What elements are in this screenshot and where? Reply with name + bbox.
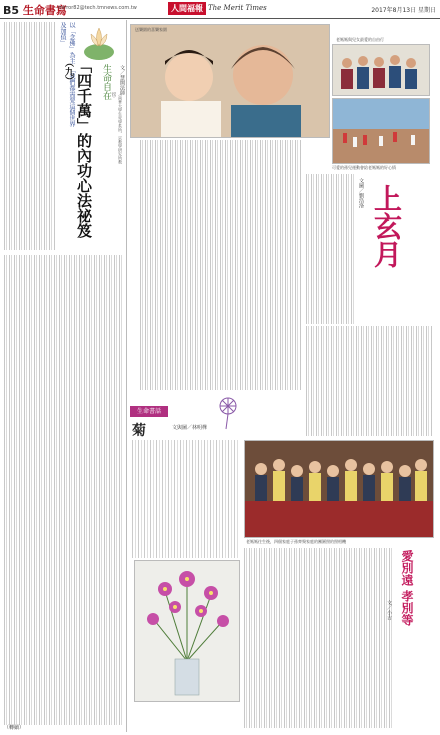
chrys-column-badge: 生命書話 [130, 406, 168, 417]
author-note: （南華大學生死學系所、宗教學研究所教授） [112, 92, 123, 164]
photo-caption-2: 老媽媽與兒女最愛的自由行 [336, 37, 384, 42]
email-text: mirror82@tech.tmnews.com.tw [58, 5, 137, 11]
photo-family-reunion [244, 440, 434, 538]
bottom-article-text-a [244, 548, 394, 728]
chrys-title: 菊 [132, 423, 146, 439]
article-part: （九） [63, 58, 73, 85]
article-end-note: （轉續） [4, 725, 25, 731]
right-article-text-b [140, 140, 302, 390]
bullet-1: 以「念佛」為主 [68, 22, 75, 64]
chrys-author: 文與圖／林明樺 [172, 425, 208, 431]
photo-sports-day [332, 98, 430, 164]
bullet-2: 「我們都需要這個世界及加值」 [59, 22, 75, 127]
photo-family-group [332, 44, 430, 96]
article-title-text: 「四千萬」的內功心法祕笈 [75, 58, 93, 238]
section-label: B5 生命書寫 [3, 4, 67, 17]
column-name: 生命自在 [101, 64, 111, 100]
right-article-title: 上玄月 [370, 184, 403, 268]
article-title [60, 58, 92, 238]
left-article-text-top [4, 22, 56, 250]
photo-caption-1: 送樂園的喜樂家園 [135, 27, 167, 32]
right-article-text-a [306, 174, 356, 324]
bottom-article-author: 文／小古 [386, 600, 392, 620]
right-article-text-c [306, 326, 432, 436]
photo-chrysanthemum-vase [134, 560, 240, 702]
photo-grandma-child [130, 24, 330, 138]
photo-caption-3: 可愛的孫兒運動會給老媽媽的好心情 [332, 165, 396, 170]
issue-date: 2017年8月13日 星期日 [371, 7, 436, 14]
column-divider [126, 20, 127, 732]
newspaper-logo-en: The Merit Times [208, 4, 267, 12]
page-header [0, 0, 440, 19]
chrys-article-text [132, 440, 240, 558]
bottom-article-title: 愛別遠 孝別等 [400, 550, 414, 627]
author-name: 文／慧開法師 [119, 65, 125, 95]
photo-caption-4: 老媽媽往生後，四個家庭子孫齊聚家庭的團圓照的照相機 [246, 539, 346, 544]
right-article-author: 文圖／劉浩洛 [358, 178, 364, 208]
left-article-text-bottom [4, 255, 124, 725]
newspaper-logo: 人間福報 [168, 2, 206, 15]
chrys-flower-sketch [210, 394, 244, 430]
